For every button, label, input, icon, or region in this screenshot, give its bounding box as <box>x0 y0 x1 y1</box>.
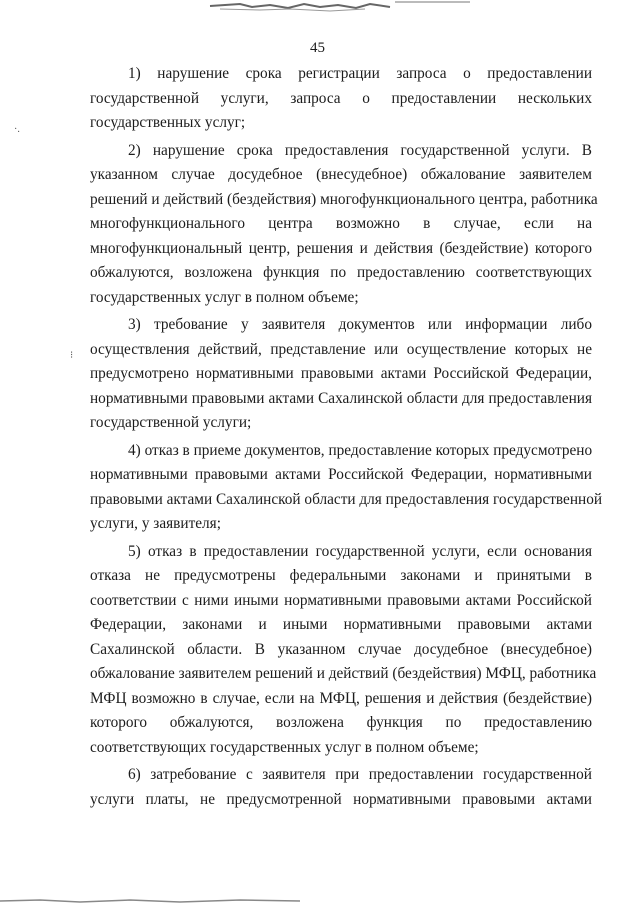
text-line: предусмотрено нормативными правовыми актами Российской Федерации, <box>90 365 592 382</box>
text-line: государственных услуг в полном объеме; <box>90 288 359 306</box>
text-line: нормативными правовыми актами Сахалинской области для предоставления <box>90 389 592 407</box>
text-line: государственной услуги; <box>90 414 252 431</box>
text-line: обжалование заявителем решений и действий (бездействия) МФЦ, работника <box>90 665 597 682</box>
scan-mark: ⁝ <box>70 350 74 361</box>
text-line: Сахалинской области. В указанном случае досудебное (внесудебное) <box>90 640 592 658</box>
text-line: Федерации, законами и иными нормативными правовыми актами <box>90 616 592 633</box>
text-line: соответствующих государственных услуг в полном объеме; <box>90 738 479 756</box>
text-line: услуги, у заявителя; <box>90 515 221 532</box>
paragraph-1 <box>90 62 592 136</box>
paragraph-3 <box>90 313 592 436</box>
text-line: правовыми актами Сахалинской области для предоставления государственной <box>90 490 603 508</box>
text-line: указанном случае досудебное (внесудебное) обжалование заявителем <box>90 166 592 183</box>
text-line: которого обжалуются, возложена функция по предоставлению <box>90 714 592 731</box>
scan-mark: ·. <box>14 124 20 135</box>
paragraph-4 <box>90 439 603 537</box>
paragraph-6 <box>90 763 592 812</box>
text-line: МФЦ возможно в случае, если на МФЦ, решения и действия (бездействие) <box>90 689 592 707</box>
text-line: 1) нарушение срока регистрации запроса о предоставлении <box>128 65 592 82</box>
scan-artifact-top <box>200 0 470 14</box>
text-line: 2) нарушение срока предоставления государственной услуги. В <box>128 141 592 159</box>
text-line: соответствии с ними иными нормативными правовыми актами Российской <box>90 591 592 609</box>
text-line: многофункционального центра возможно в случае, если на <box>90 215 592 232</box>
text-line: решений и действий (бездействия) многофункционального центра, работника <box>90 190 598 208</box>
document-body <box>90 62 603 812</box>
text-line: нормативными правовыми актами Российской Федерации, нормативными <box>90 466 592 483</box>
page-number: 45 <box>310 40 325 56</box>
text-line: 4) отказ в приеме документов, предоставление которых предусмотрено <box>128 441 593 459</box>
text-line: обжалуются, возложена функция по предоставлению соответствующих <box>90 264 592 281</box>
text-line: государственной услуги, запроса о предоставлении нескольких <box>90 89 592 107</box>
paragraph-5 <box>90 540 597 761</box>
text-line: услуги платы, не предусмотренной нормативными правовыми актами <box>90 790 592 808</box>
paragraph-2 <box>90 139 598 311</box>
text-line: осуществления действий, представление или осуществление которых не <box>90 340 592 358</box>
text-line: 6) затребование с заявителя при предоставлении государственной <box>128 766 592 783</box>
text-line: многофункциональный центр, решения и действия (бездействие) которого <box>90 239 592 257</box>
text-line: отказа не предусмотрены федеральными законами и принятыми в <box>90 567 592 584</box>
text-line: 3) требование у заявителя документов или информации либо <box>128 316 592 333</box>
scan-artifact-bottom <box>0 894 635 904</box>
text-line: 5) отказ в предоставлении государственной услуги, если основания <box>128 542 592 560</box>
text-line: государственных услуг; <box>90 114 246 131</box>
